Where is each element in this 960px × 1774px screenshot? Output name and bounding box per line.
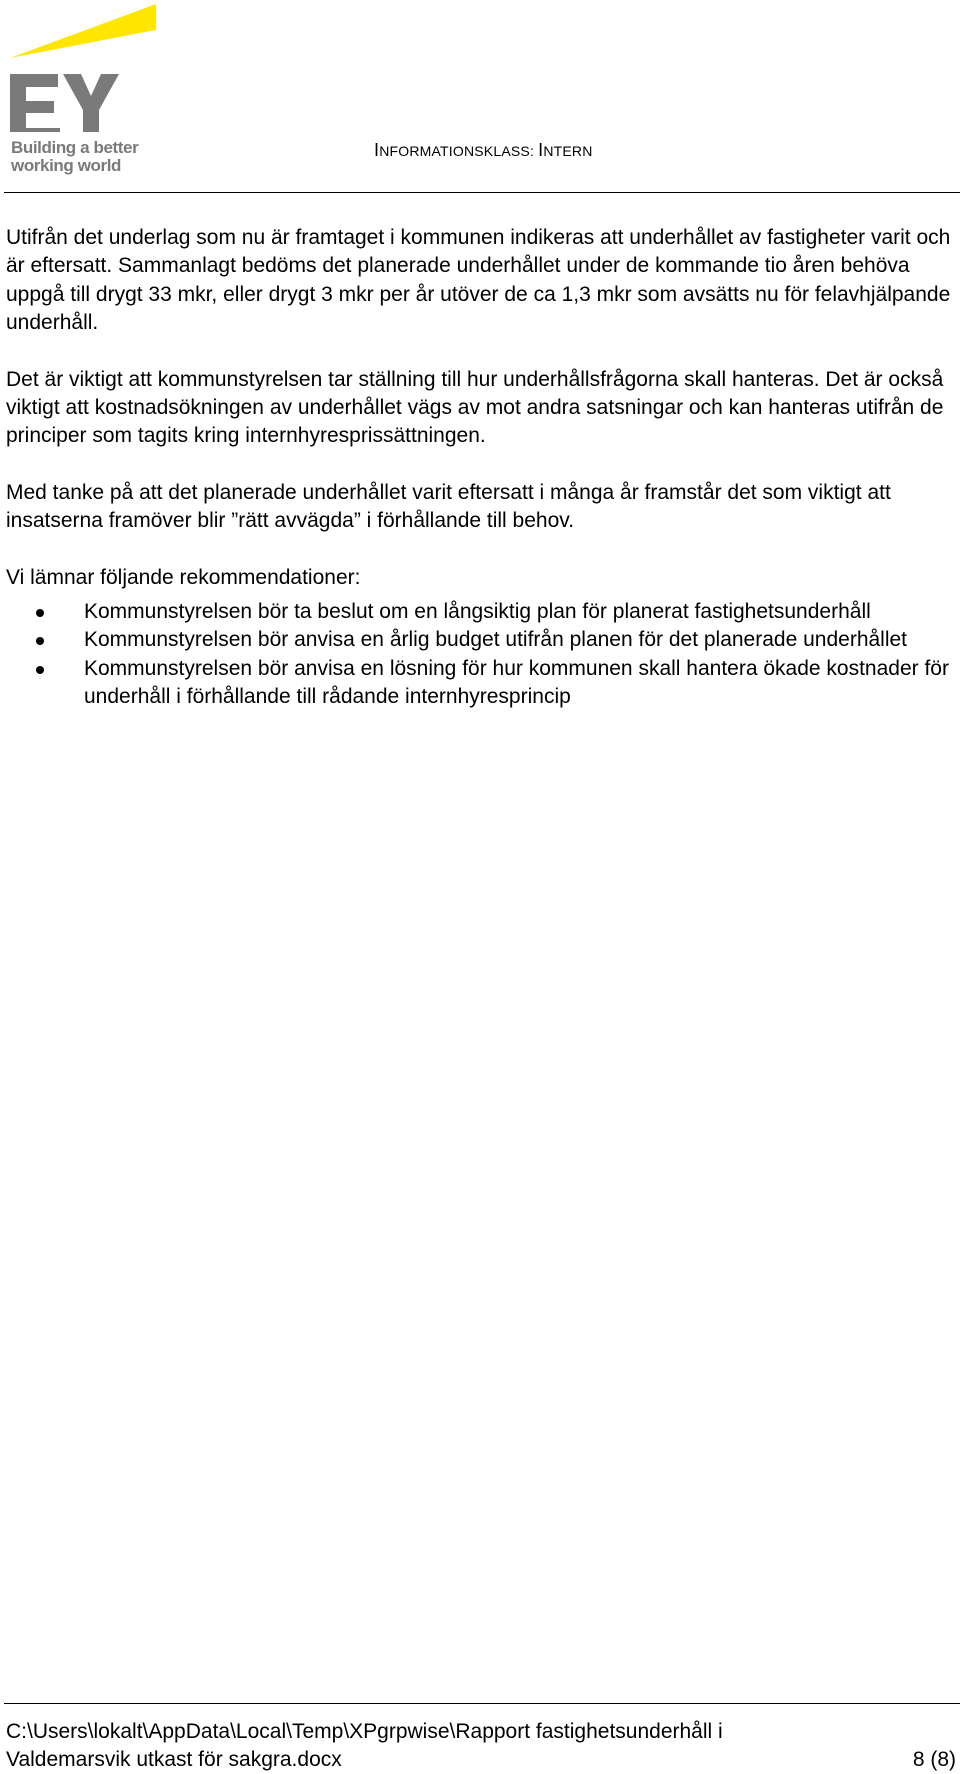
classification-rest-1: NFORMATIONSKLASS: [379,143,539,159]
classification-initial-2: I [538,140,544,160]
ey-logo-letter-e [10,74,60,132]
ey-logo-letter-y [63,74,119,132]
ey-tagline-line2: working world [11,156,122,175]
page-number: 8 (8) [912,1748,956,1771]
recommendation-item [6,626,956,654]
bullet-icon [36,609,44,617]
recommendation-text: Kommunstyrelsen bör anvisa en årlig budget utifrån planen för det planerade underhållet [84,628,908,652]
recommendations-lead: Vi lämnar följande rekommendationer: [6,565,361,589]
classification-initial-1: I [374,140,380,160]
bullet-icon [36,666,44,674]
ey-tagline-line1: Building a better [11,138,139,157]
ey-logo-beam [10,4,156,58]
paragraph-1: Utifrån det underlag som nu är framtaget i kommunen indikeras att underhållet av fastigheter varit och är eftersatt. Sammanlagt bedöms det planerade underhållet under de kommande tio åren behöva uppgå till drygt 33 mkr, eller drygt 3 mkr per år utöver de ca 1,3 mkr som avsätts nu för felavhjälpande underhåll. [6,226,951,335]
paragraph-2: Det är viktigt att kommunstyrelsen tar ställning till hur underhållsfrågorna skall hanteras. Det är också viktigt att kostnadsökningen av underhållet vägs av mot andra satsningar och kan hanteras utifrån de principer som tagits kring internhyresprissättningen. [6,367,944,448]
header-divider [4,192,960,193]
document-body [6,224,956,712]
ey-logo-tagline [11,139,138,175]
recommendations-list [6,598,956,712]
classification-rest-2: NTERN [543,143,593,159]
ey-logo-mark [8,4,158,134]
file-path-line-1: C:\Users\lokalt\AppData\Local\Temp\XPgrpwise\Rapport fastighetsunderhåll i [6,1720,723,1743]
paragraph-3: Med tanke på att det planerade underhållet varit eftersatt i många år framstår det som viktigt att insatserna framöver blir ”rätt avvägda” i förhållande till behov. [6,480,891,533]
ey-logo [8,4,158,174]
recommendation-text: Kommunstyrelsen bör anvisa en lösning för hur kommunen skall hantera ökade kostnader för underhåll i förhållande till rådande internhyresprincip [84,656,949,709]
file-path-line-2: Valdemarsvik utkast för sakgra.docx [6,1748,342,1771]
footer-divider [4,1703,960,1704]
recommendation-text: Kommunstyrelsen bör ta beslut om en långsiktig plan för planerat fastighetsunderhåll [84,600,871,624]
page-footer [6,1718,956,1774]
bullet-icon [36,637,44,645]
recommendation-item [6,655,956,712]
recommendation-item [6,598,956,626]
classification-label [374,140,593,161]
